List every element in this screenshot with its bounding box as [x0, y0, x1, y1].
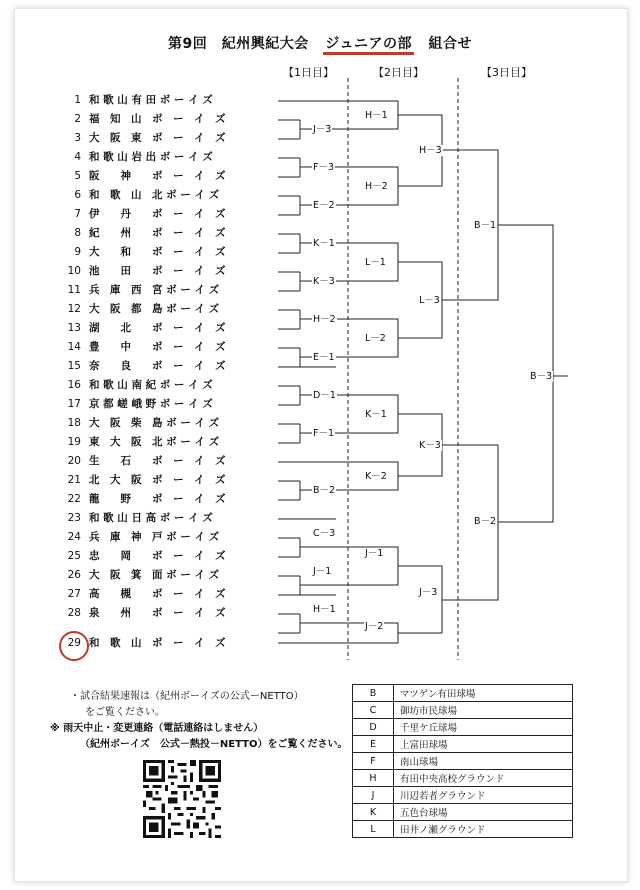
note-results: ・試合結果速報は（紀州ボーイズの公式ーNETTO） — [70, 691, 304, 702]
team-number: 22 — [67, 493, 81, 505]
legend-code: D — [353, 719, 394, 736]
team-name: 忠 岡 ボ ー イ ズ — [89, 550, 226, 562]
match-label: K－3 — [419, 440, 441, 451]
team-entry — [55, 320, 269, 337]
legend-code: K — [353, 804, 394, 821]
team-entry — [55, 491, 269, 508]
day2-header: 【2日目】 — [373, 66, 424, 79]
legend-code: E — [353, 736, 394, 753]
team-number: 19 — [67, 436, 81, 448]
match-label: B－2 — [313, 485, 336, 496]
day2-second-round — [398, 115, 442, 633]
match-label: B－1 — [474, 220, 497, 231]
legend-code: C — [353, 702, 394, 719]
team-entry — [55, 168, 269, 185]
legend-venue: 五色台球場 — [394, 804, 573, 821]
team-name: 兵 庫 神 戸 ボ ー イ ズ — [89, 531, 220, 543]
team-name: 和 歌 山 岩 出 ボ ー イ ズ — [89, 151, 213, 163]
team-number: 13 — [67, 322, 81, 334]
team-entry — [55, 567, 269, 584]
team-name: 大 阪 東 ボ ー イ ズ — [89, 132, 226, 144]
team-name: 和 歌 山 南 紀 ボ ー イ ズ — [89, 379, 213, 391]
match-label: J－2 — [365, 621, 384, 632]
team-number: 23 — [67, 512, 81, 524]
match-label: E－1 — [313, 352, 335, 363]
legend-row — [353, 736, 573, 753]
match-label: F－3 — [313, 162, 335, 173]
team-number: 6 — [74, 189, 81, 201]
match-label: C－3 — [313, 528, 336, 539]
match-label: K－3 — [313, 276, 335, 287]
legend-row — [353, 787, 573, 804]
team-number: 1 — [74, 94, 81, 106]
match-label: H－3 — [419, 145, 442, 156]
legend-row — [353, 821, 573, 838]
match-label: H－1 — [313, 604, 336, 615]
match-label: H－1 — [365, 110, 388, 121]
team-name: 和 歌 山 有 田 ボ ー イ ズ — [89, 94, 213, 106]
team-number: 25 — [67, 550, 81, 562]
legend-code: J — [353, 787, 394, 804]
team-entry — [55, 434, 269, 451]
team-entry — [55, 605, 269, 622]
team-name: 泉 州 ボ ー イ ズ — [89, 607, 226, 619]
venue-legend — [352, 684, 573, 838]
legend-code: L — [353, 821, 394, 838]
team-name: 大 阪 箕 面 ボ ー イ ズ — [89, 569, 220, 581]
team-number: 20 — [67, 455, 81, 467]
legend-row — [353, 804, 573, 821]
team-name: 北 大 阪 ボ ー イ ズ — [89, 474, 226, 486]
team-name: 紀 州 ボ ー イ ズ — [89, 227, 226, 239]
team-entry — [55, 453, 269, 470]
team-name: 和 歌 山 日 高 ボ ー イ ズ — [89, 512, 213, 524]
legend-row — [353, 685, 573, 702]
legend-row — [353, 753, 573, 770]
team-name: 和 歌 山 ボ ー イ ズ — [89, 637, 226, 649]
legend-venue: 千里ケ丘球場 — [394, 719, 573, 736]
team-name: 兵 庫 西 宮 ボ ー イ ズ — [89, 284, 220, 296]
team-number: 11 — [67, 284, 81, 296]
team-name: 池 田 ボ ー イ ズ — [89, 265, 226, 277]
team-entry — [55, 586, 269, 603]
title-highlight: ジュニアの部 — [323, 36, 414, 55]
team-number: 26 — [67, 569, 81, 581]
team-entry — [55, 187, 269, 204]
team-name: 湖 北 ボ ー イ ズ — [89, 322, 226, 334]
team-number: 14 — [67, 341, 81, 353]
team-name: 京 都 嵯 峨 野 ボ ー イ ズ — [89, 398, 213, 410]
team-name: 大 阪 都 島 ボ ー イ ズ — [89, 303, 220, 315]
team-entry — [55, 529, 269, 546]
legend-code: H — [353, 770, 394, 787]
team-name: 生 石 ボ ー イ ズ — [89, 455, 226, 467]
team-name: 阪 神 ボ ー イ ズ — [89, 170, 226, 182]
day3-semis — [442, 150, 498, 600]
match-label: J－1 — [313, 566, 332, 577]
team-number: 27 — [67, 588, 81, 600]
team-number: 12 — [67, 303, 81, 315]
team-entry — [55, 339, 269, 356]
team-entry — [55, 263, 269, 280]
team-entry — [55, 92, 269, 109]
team-number: 7 — [74, 208, 81, 220]
team-name: 福 知 山 ボ ー イ ズ — [89, 113, 226, 125]
match-label: J－3 — [313, 124, 332, 135]
team-name: 大 和 ボ ー イ ズ — [89, 246, 226, 258]
legend-venue: マツゲン有田球場 — [394, 685, 573, 702]
day1-header: 【1日目】 — [283, 66, 334, 79]
team-number: 9 — [74, 246, 81, 258]
legend-venue: 田井ノ瀬グラウンド — [394, 821, 573, 838]
team-entry — [55, 377, 269, 394]
match-label: B－3 — [530, 371, 553, 382]
team-number: 2 — [74, 113, 81, 125]
highlight-circle — [59, 631, 89, 661]
team-number: 4 — [74, 151, 81, 163]
match-label: J－1 — [365, 548, 384, 559]
team-number: 8 — [74, 227, 81, 239]
team-name: 伊 丹 ボ ー イ ズ — [89, 208, 226, 220]
legend-venue: 有田中央高校グラウンド — [394, 770, 573, 787]
match-label: F－1 — [313, 428, 335, 439]
team-entry — [55, 130, 269, 147]
legend-venue: 川辺若者グラウンド — [394, 787, 573, 804]
day3-header: 【3日目】 — [481, 66, 532, 79]
team-entry — [55, 548, 269, 565]
team-number: 10 — [67, 265, 81, 277]
team-name: 和 歌 山 北 ボ ー イ ズ — [89, 189, 220, 201]
legend-code: F — [353, 753, 394, 770]
team-entry — [55, 225, 269, 242]
qr-code-icon — [143, 760, 221, 838]
note-rain-cont: （紀州ボーイズ 公式－熱投－NETTO）をご覧ください。 — [80, 739, 348, 750]
match-label: E－2 — [313, 200, 335, 211]
match-label: L－1 — [365, 257, 386, 268]
team-number: 21 — [67, 474, 81, 486]
legend-row — [353, 770, 573, 787]
note-rain: ※ 雨天中止・変更連絡（電話連絡はしません） — [50, 723, 264, 734]
legend-code: B — [353, 685, 394, 702]
team-number: 15 — [67, 360, 81, 372]
team-number: 18 — [67, 417, 81, 429]
match-label: B－2 — [474, 516, 497, 527]
team-name: 豊 中 ボ ー イ ズ — [89, 341, 226, 353]
legend-venue: 上富田球場 — [394, 736, 573, 753]
team-entry — [55, 358, 269, 375]
team-number: 24 — [67, 531, 81, 543]
team-entry — [55, 510, 269, 527]
team-name: 高 槻 ボ ー イ ズ — [89, 588, 226, 600]
team-number: 28 — [67, 607, 81, 619]
team-entry — [55, 301, 269, 318]
match-label: D－1 — [313, 390, 336, 401]
team-name: 奈 良 ボ ー イ ズ — [89, 360, 226, 372]
team-number: 17 — [67, 398, 81, 410]
match-label: L－3 — [419, 295, 440, 306]
team-entry — [55, 472, 269, 489]
team-entry — [55, 415, 269, 432]
title-suffix: 組合せ — [413, 36, 472, 52]
match-label: H－2 — [365, 181, 388, 192]
team-entry — [55, 282, 269, 299]
team-name: 大 阪 柴 島 ボ ー イ ズ — [89, 417, 220, 429]
match-label: J－3 — [419, 587, 438, 598]
title-prefix: 第9回 紀州興紀大会 — [168, 36, 324, 52]
team-entry — [55, 206, 269, 223]
match-label: L－2 — [365, 333, 386, 344]
team-entry — [55, 149, 269, 166]
legend-venue: 南山球場 — [394, 753, 573, 770]
legend-row — [353, 702, 573, 719]
team-entry — [55, 396, 269, 413]
match-label: H－2 — [313, 314, 336, 325]
team-name: 東 大 阪 北 ボ ー イ ズ — [89, 436, 220, 448]
team-number: 16 — [67, 379, 81, 391]
team-entry — [55, 111, 269, 128]
legend-venue: 御坊市民球場 — [394, 702, 573, 719]
team-number: 3 — [74, 132, 81, 144]
team-lines — [278, 101, 336, 643]
match-label: K－2 — [365, 471, 387, 482]
legend-row — [353, 719, 573, 736]
team-number: 29 — [67, 637, 81, 649]
team-name: 龍 野 ボ ー イ ズ — [89, 493, 226, 505]
note-results-cont: をご覧ください。 — [85, 707, 165, 718]
team-number: 5 — [74, 170, 81, 182]
match-label: K－1 — [365, 409, 387, 420]
match-label: K－1 — [313, 238, 335, 249]
team-entry — [55, 244, 269, 261]
